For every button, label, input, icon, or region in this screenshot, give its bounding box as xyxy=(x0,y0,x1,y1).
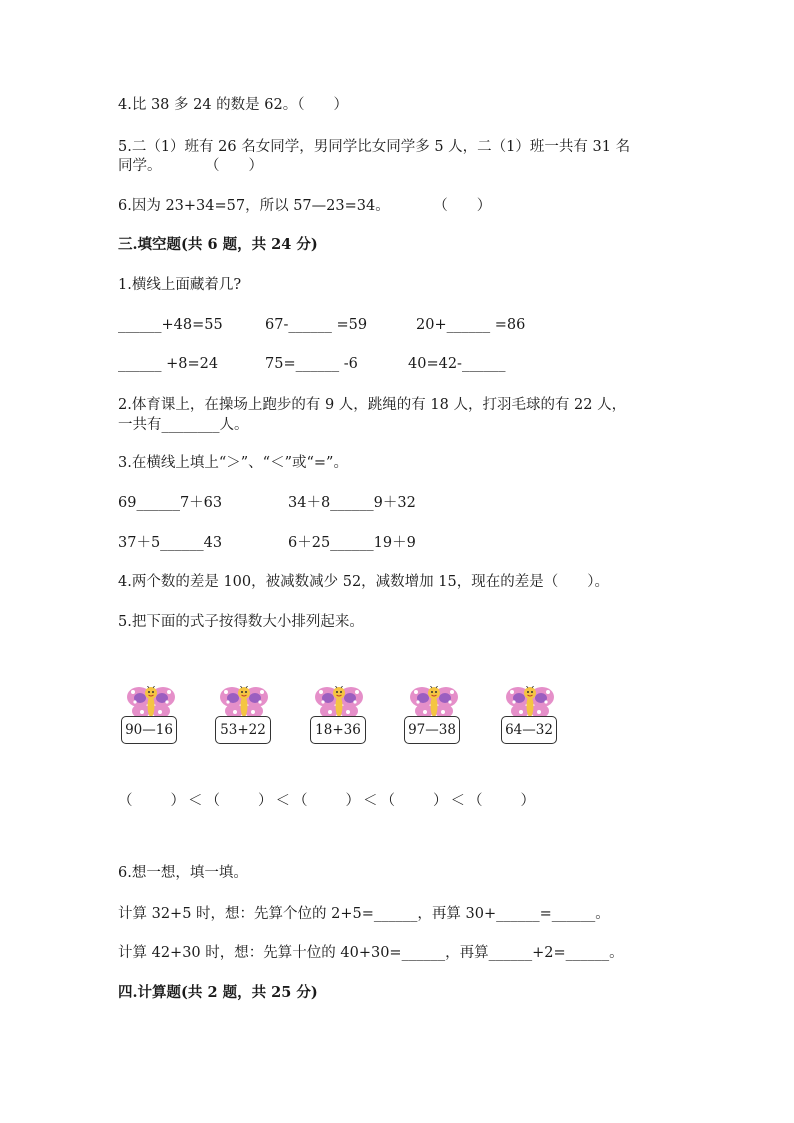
fill-q3-compare-3[interactable]: 37＋5______43 xyxy=(118,535,223,551)
fill-q1-blank-5[interactable]: 75=______ -6 xyxy=(265,356,358,372)
fill-q1-blank-6[interactable]: 40=42-______ xyxy=(408,356,506,372)
fill-question-6-title: 6.想一想，填一填。 xyxy=(118,865,248,881)
section-heading-calc: 四.计算题(共 2 题，共 25 分) xyxy=(118,984,318,1001)
fill-q1-blank-2[interactable]: 67-______ =59 xyxy=(265,317,368,333)
fill-q1-blank-3[interactable]: 20+______ =86 xyxy=(416,317,526,333)
fill-q3-compare-1[interactable]: 69______7＋63 xyxy=(118,495,223,511)
expression-card-4: 97—38 xyxy=(404,716,460,744)
fill-question-1-title: 1.横线上面藏着几? xyxy=(118,277,242,293)
judge-question-5-line2: 同学。 （ ） xyxy=(118,158,263,174)
section-heading-fill: 三.填空题(共 6 题，共 24 分) xyxy=(118,236,318,253)
fill-question-2-line1: 2.体育课上，在操场上跑步的有 9 人，跳绳的有 18 人，打羽毛球的有 22 人， xyxy=(118,397,627,413)
fill-question-5-title: 5.把下面的式子按得数大小排列起来。 xyxy=(118,614,364,630)
judge-question-4: 4.比 38 多 24 的数是 62。（ ） xyxy=(118,97,348,113)
fill-question-4: 4.两个数的差是 100，被减数减少 52，减数增加 15，现在的差是（ ）。 xyxy=(118,574,609,590)
fill-question-3-title: 3.在横线上填上“＞”、“＜”或“=”。 xyxy=(118,455,348,471)
order-answer-row[interactable]: （ ）＜（ ）＜（ ）＜（ ）＜（ ） xyxy=(118,793,538,809)
butterfly-icon xyxy=(314,686,364,720)
butterfly-icon xyxy=(126,686,176,720)
fill-question-6-line2[interactable]: 计算 42+30 时，想：先算十位的 40+30=______，再算______+2=______。 xyxy=(118,945,624,961)
fill-question-2-line2: 一共有________人。 xyxy=(118,417,249,433)
fill-question-6-line1[interactable]: 计算 32+5 时，想：先算个位的 2+5=______，再算 30+______=______。 xyxy=(118,906,610,922)
expression-card-2: 53+22 xyxy=(215,716,271,744)
fill-q3-compare-4[interactable]: 6＋25______19＋9 xyxy=(288,535,416,551)
fill-q3-compare-2[interactable]: 34＋8______9＋32 xyxy=(288,495,416,511)
fill-q1-blank-1[interactable]: ______+48=55 xyxy=(118,317,223,333)
expression-card-1: 90—16 xyxy=(121,716,177,744)
butterfly-icon xyxy=(219,686,269,720)
judge-question-6: 6.因为 23+34=57，所以 57—23=34。 （ ） xyxy=(118,198,492,214)
butterfly-icon xyxy=(505,686,555,720)
butterfly-icon xyxy=(409,686,459,720)
judge-question-5-line1: 5.二（1）班有 26 名女同学，男同学比女同学多 5 人，二（1）班一共有 31 名 xyxy=(118,139,631,155)
expression-card-5: 64—32 xyxy=(501,716,557,744)
expression-card-3: 18+36 xyxy=(310,716,366,744)
fill-q1-blank-4[interactable]: ______ +8=24 xyxy=(118,356,219,372)
